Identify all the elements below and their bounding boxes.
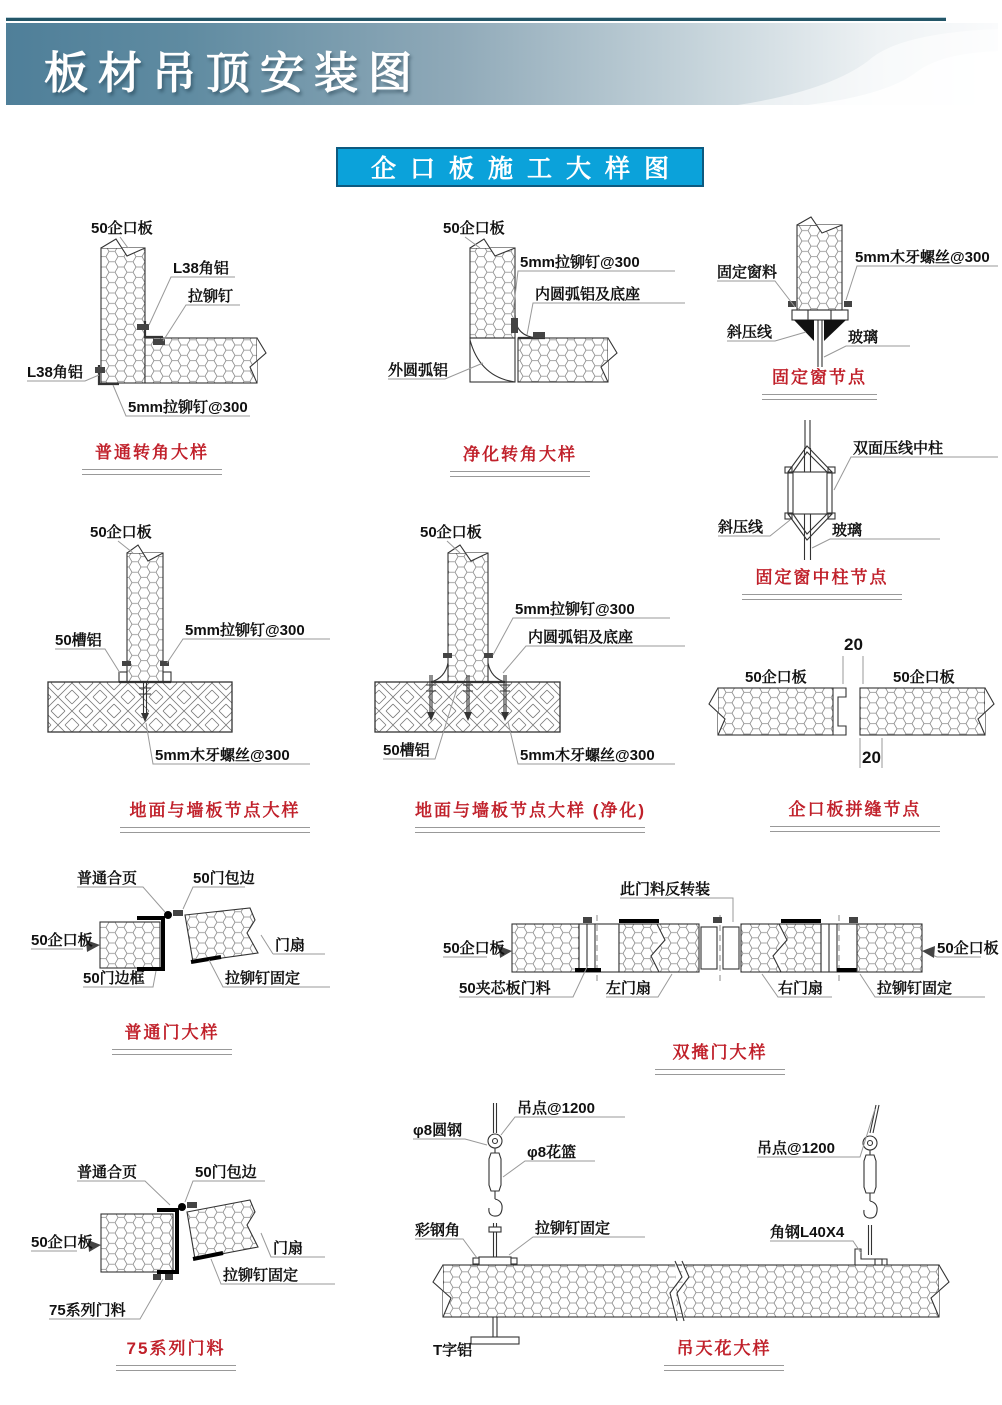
label-edge-wrap: 50门包边 <box>193 870 255 887</box>
label-door-material: 50夹芯板门料 <box>459 980 551 997</box>
label-rivet-spacing: 5mm拉铆钉@300 <box>520 254 640 271</box>
label-note: 此门料反转装 <box>620 881 711 898</box>
label-edge-wrap: 50门包边 <box>195 1164 257 1181</box>
label-frame: 固定窗料 <box>717 264 778 281</box>
label-basket: φ8花篮 <box>527 1144 577 1161</box>
diagram-title: 吊天花大样 <box>664 1334 784 1371</box>
label-outer-arc: 外圆弧铝 <box>388 362 449 379</box>
label-leaf-right: 右门扇 <box>778 980 824 997</box>
label-glass: 玻璃 <box>832 522 863 539</box>
label-rod: φ8圆钢 <box>413 1122 463 1139</box>
label-steel-corner: 彩钢角 <box>415 1222 461 1239</box>
diagram-panel-joint <box>705 630 1002 810</box>
diagram-corner-plain <box>25 215 335 435</box>
header-rule <box>6 17 946 21</box>
label-hinge: 普通合页 <box>77 1164 138 1181</box>
label-rivet-fix: 拉铆钉固定 <box>877 980 953 997</box>
label-panel-right: 50企口板 <box>893 669 955 686</box>
diagram-title: 地面与墙板节点大样 <box>120 796 310 833</box>
label-screw-spacing: 5mm木牙螺丝@300 <box>520 747 655 764</box>
label-leaf: 门扇 <box>273 1240 304 1257</box>
diagram-door-75 <box>25 1155 355 1330</box>
diagram-title: 地面与墙板节点大样 (净化) <box>415 796 645 833</box>
label-panel: 50企口板 <box>443 220 505 237</box>
diagram-title: 双掩门大样 <box>655 1038 785 1075</box>
label-inner-arc: 内圆弧铝及底座 <box>528 629 634 646</box>
diagram-floor-wall <box>30 515 350 815</box>
label-panel: 50企口板 <box>91 220 153 237</box>
label-rivet-fix: 拉铆钉固定 <box>225 970 301 987</box>
label-angle-left: L38角铝 <box>27 364 83 381</box>
label-rivet-spacing: 5mm拉铆钉@300 <box>185 622 305 639</box>
label-hang-right: 吊点@1200 <box>757 1140 835 1157</box>
label-mullion: 双面压线中柱 <box>853 440 944 457</box>
label-rivet-spacing: 5mm拉铆钉@300 <box>128 399 248 416</box>
label-frame: 50门边框 <box>83 970 145 987</box>
label-panel-left: 50企口板 <box>443 940 505 957</box>
label-rivet-spacing: 5mm拉铆钉@300 <box>515 601 635 618</box>
label-hinge: 普通合页 <box>77 870 138 887</box>
header-banner <box>6 23 998 105</box>
diagram-title: 净化转角大样 <box>450 440 590 477</box>
label-t-profile: T字铝 <box>433 1342 473 1359</box>
label-panel-left: 50企口板 <box>745 669 807 686</box>
diagram-title: 普通门大样 <box>112 1018 232 1055</box>
label-angle-top: L38角铝 <box>173 260 229 277</box>
label-screw-spacing: 5mm木牙螺丝@300 <box>155 747 290 764</box>
label-rivet-fix: 拉铆钉固定 <box>535 1220 611 1237</box>
label-bead: 斜压线 <box>718 519 764 536</box>
label-panel: 50企口板 <box>420 524 482 541</box>
label-glass: 玻璃 <box>848 329 879 346</box>
label-inner-arc: 内圆弧铝及底座 <box>535 286 641 303</box>
diagram-window-mullion <box>700 420 1000 585</box>
diagram-door-double <box>425 865 1002 1025</box>
label-channel: 50槽铝 <box>383 742 430 759</box>
label-screw-spacing: 5mm木牙螺丝@300 <box>855 249 990 266</box>
label-panel: 50企口板 <box>90 524 152 541</box>
diagram-floor-wall-clean <box>365 515 700 815</box>
diagram-corner-clean <box>385 215 700 435</box>
dim-top: 20 <box>844 635 863 654</box>
label-bead: 斜压线 <box>727 324 773 341</box>
diagram-title: 固定窗节点 <box>762 363 877 400</box>
label-rivet: 拉铆钉 <box>188 288 234 305</box>
banner-swoosh <box>678 23 998 105</box>
label-rivet-fix: 拉铆钉固定 <box>223 1267 299 1284</box>
diagram-door-plain <box>25 865 355 1020</box>
label-leaf: 门扇 <box>275 937 306 954</box>
diagram-ceiling <box>405 1095 1002 1370</box>
diagram-title: 固定窗中柱节点 <box>742 563 902 600</box>
label-channel: 50槽铝 <box>55 632 102 649</box>
label-angle-steel: 角钢L40X4 <box>770 1224 845 1241</box>
label-material: 75系列门料 <box>49 1302 126 1319</box>
dim-bottom: 20 <box>862 748 881 767</box>
label-panel-right: 50企口板 <box>937 940 999 957</box>
label-leaf-left: 左门扇 <box>606 980 652 997</box>
diagram-title: 企口板拼缝节点 <box>770 795 940 832</box>
diagram-title: 普通转角大样 <box>82 438 222 475</box>
label-hang-left: 吊点@1200 <box>517 1100 595 1117</box>
label-panel: 50企口板 <box>31 1234 93 1251</box>
page-title: 板材吊顶安装图 <box>44 49 422 98</box>
diagram-title: 75系列门料 <box>116 1334 236 1371</box>
section-title-banner: 企口板施工大样图 <box>336 147 704 187</box>
label-panel: 50企口板 <box>31 932 93 949</box>
